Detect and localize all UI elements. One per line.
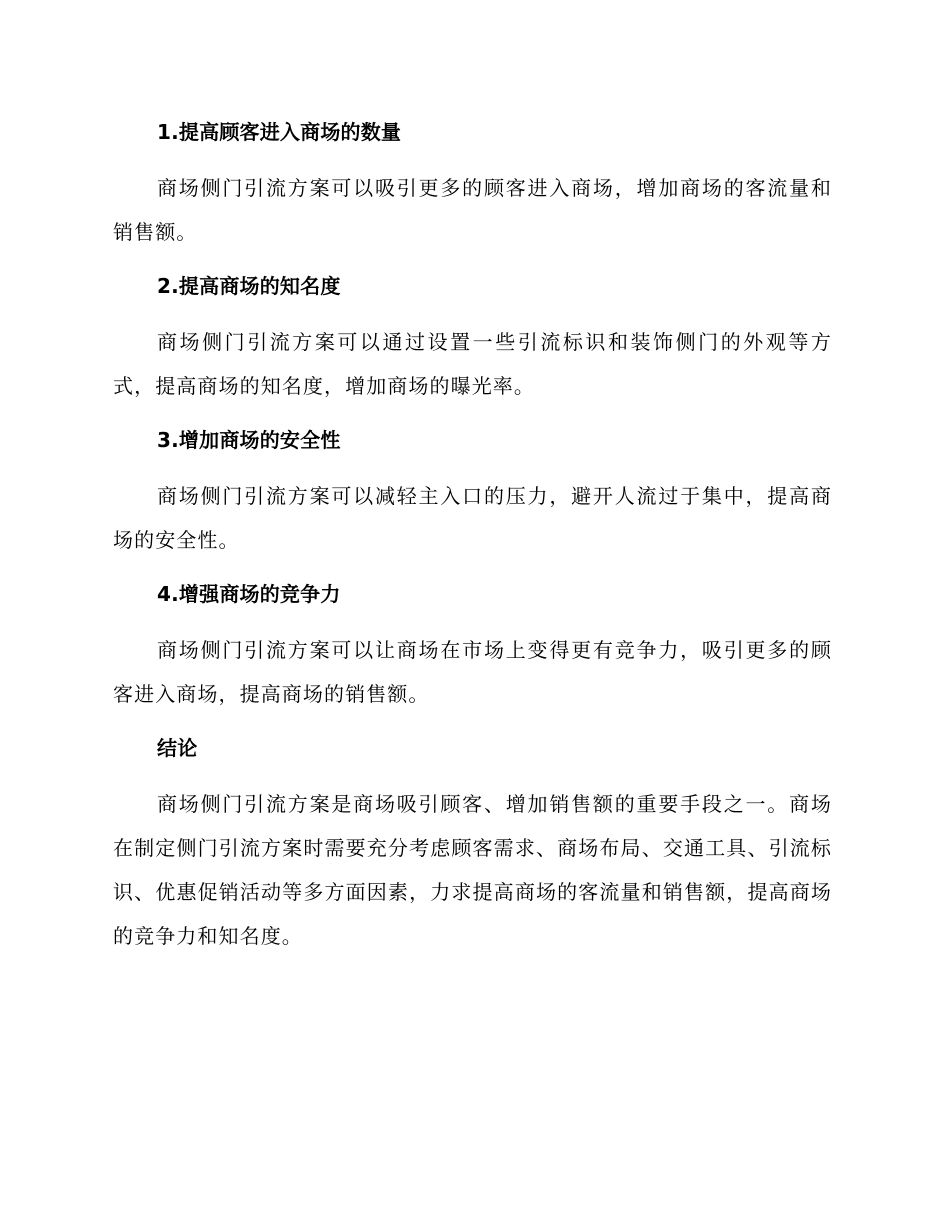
section-heading-3: 3.增加商场的安全性 [157,428,341,452]
section-body-4: 商场侧门引流方案可以让商场在市场上变得更有竞争力，吸引更多的顾客进入商场，提高商场的销售额。 [113,638,832,706]
conclusion-body: 商场侧门引流方案是商场吸引顾客、增加销售额的重要手段之一。商场在制定侧门引流方案时需要充分考虑顾客需求、商场布局、交通工具、引流标识、优惠促销活动等多方面因素，力求提高商场的客流量和销售额，提高商场的竞争力和知名度。 [113,792,832,948]
section-heading-1: 1.提高顾客进入商场的数量 [157,120,402,144]
section-heading-4: 4.增强商场的竞争力 [157,582,341,606]
section-body-2: 商场侧门引流方案可以通过设置一些引流标识和装饰侧门的外观等方式，提高商场的知名度，增加商场的曝光率。 [113,330,832,398]
section-body-3: 商场侧门引流方案可以减轻主入口的压力，避开人流过于集中，提高商场的安全性。 [113,484,832,552]
section-body-1: 商场侧门引流方案可以吸引更多的顾客进入商场，增加商场的客流量和销售额。 [113,176,832,244]
section-heading-2: 2.提高商场的知名度 [157,274,341,298]
conclusion-heading: 结论 [157,736,198,760]
